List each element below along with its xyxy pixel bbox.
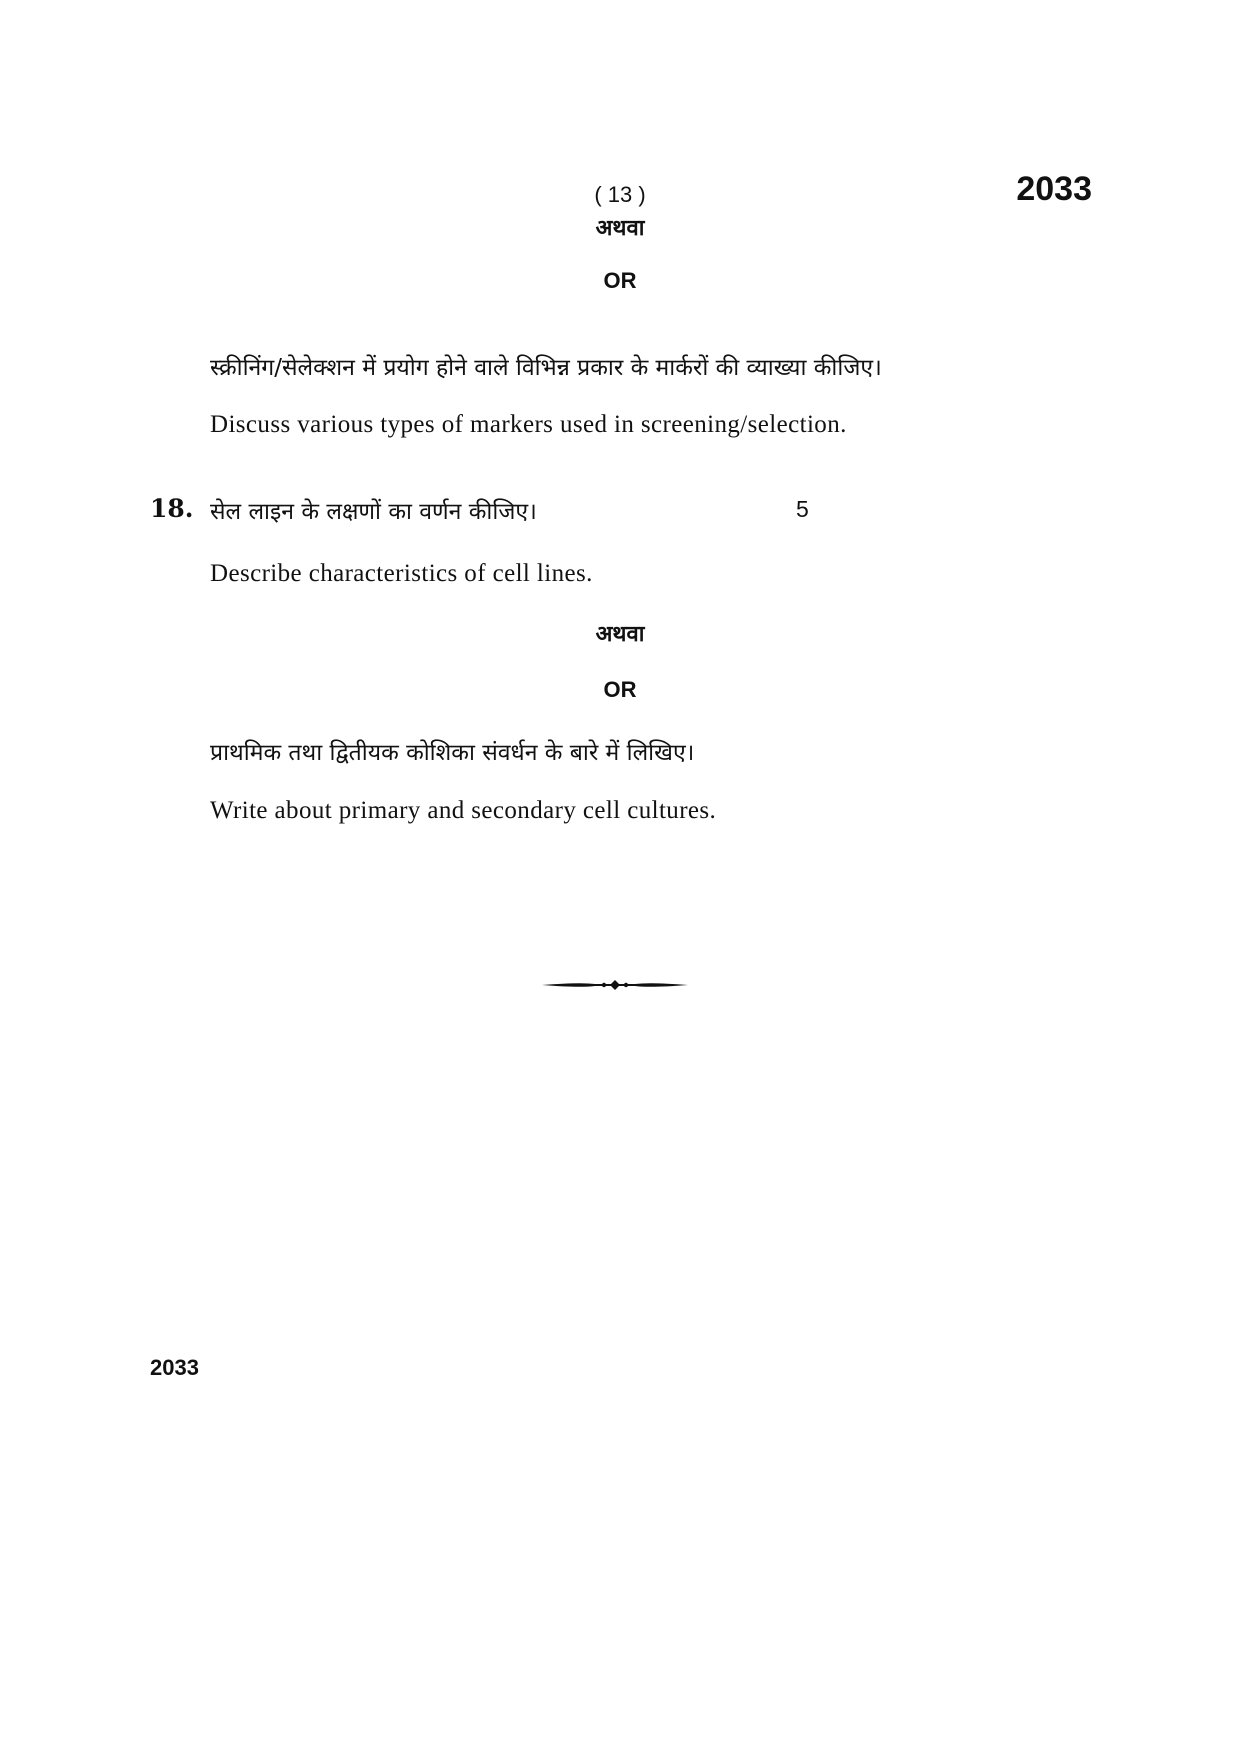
- question-17-alternative-hindi: स्क्रीनिंग/सेलेक्शन में प्रयोग होने वाले विभिन्न प्रकार के मार्करों की व्याख्या कीजिए।: [210, 355, 882, 381]
- question-18-hindi: सेल लाइन के लक्षणों का वर्णन कीजिए।: [210, 499, 537, 525]
- question-18-marks: 5: [796, 496, 809, 522]
- question-18-number: 18.: [150, 494, 194, 523]
- paper-code-footer: 2033: [150, 1355, 199, 1380]
- question-18-alternative-hindi: प्राथमिक तथा द्वितीयक कोशिका संवर्धन के बारे में लिखिए।: [210, 740, 695, 766]
- question-18-alternative-english: Write about primary and secondary cell cultures.: [210, 797, 717, 824]
- athva-separator: अथवा: [595, 215, 645, 240]
- end-of-paper-ornament: [540, 975, 690, 995]
- athva-separator: अथवा: [595, 621, 645, 646]
- paper-code-header: 2033: [1016, 170, 1092, 208]
- question-17-alternative-english: Discuss various types of markers used in screening/selection.: [210, 411, 847, 438]
- question-18-english: Describe characteristics of cell lines.: [210, 560, 593, 587]
- page-number: ( 13 ): [594, 182, 646, 207]
- or-separator: OR: [603, 268, 637, 293]
- or-separator: OR: [603, 677, 637, 702]
